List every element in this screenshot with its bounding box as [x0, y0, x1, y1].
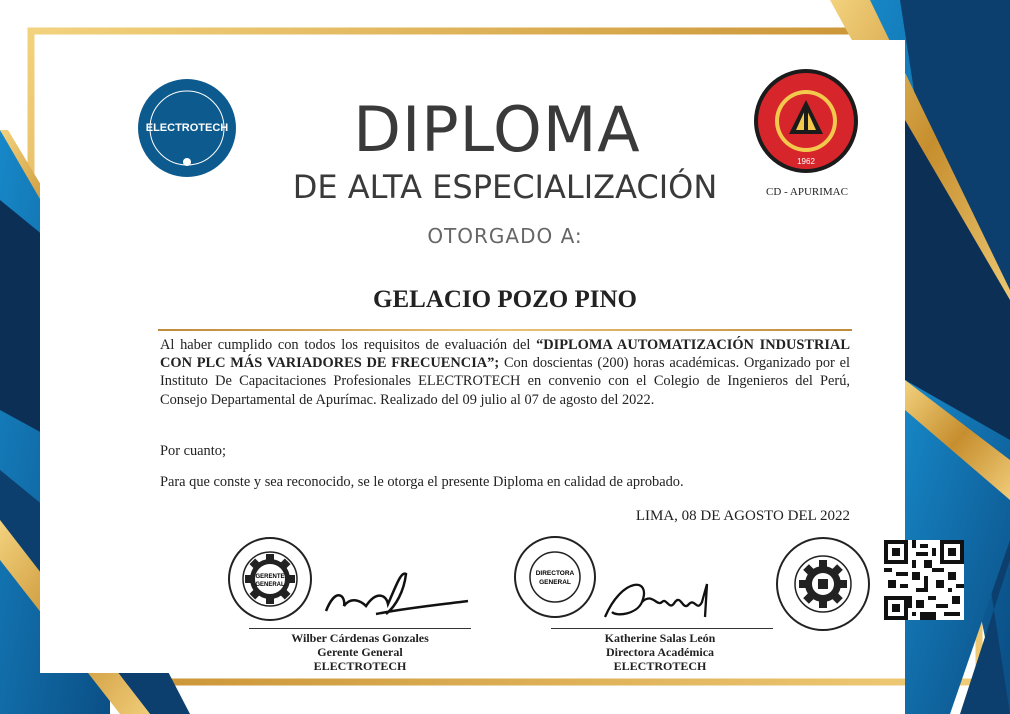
stamp-institute	[775, 536, 871, 632]
body-intro: Al haber cumplido con todos los requisitos de evaluación del	[160, 337, 537, 353]
program-name: “DIPLOMA AUTOMATIZACIÓN INDUSTRIAL CON PLC MÁS VARIADORES DE FRECUENCIA”;	[160, 337, 851, 372]
conste-text: Para que conste y sea reconocido, se le otorga el presente Diploma en calidad de aprobado.	[160, 474, 684, 490]
electrotech-logo-text: ELECTROTECH	[145, 122, 229, 134]
cip-logo-year: 1962	[797, 157, 815, 166]
signature-2	[597, 572, 727, 627]
qr-code	[884, 540, 964, 620]
recipient-name: GELACIO POZO PINO	[373, 286, 637, 313]
signatory-1-role: Gerente General	[317, 645, 403, 659]
issue-date: LIMA, 08 DE AGOSTO DEL 2022	[635, 508, 850, 524]
signatory-1	[240, 631, 480, 673]
signature-1	[316, 566, 476, 626]
diploma-title: DIPLOMA	[353, 93, 641, 166]
diploma-subtitle: DE ALTA ESPECIALIZACIÓN	[292, 168, 718, 206]
stamp-directora	[513, 535, 597, 619]
cip-caption: CD - APURIMAC	[766, 186, 848, 198]
body-rest: Con doscientas (200) horas académicas. Organizado por el Instituto De Capacitaciones Profesionales ELECTROTECH en convenio con el Colegio de Ingenieros del Perú, Consejo Departamental de Apurímac. Realizado del 09 julio al 07 de agosto del 2022.	[160, 355, 850, 408]
awarded-to-label: OTORGADO A:	[427, 224, 583, 248]
svg-text:DIRECTORA: DIRECTORA	[535, 570, 575, 577]
diploma-body	[160, 336, 850, 409]
divider	[158, 329, 852, 331]
signatory-1-org: ELECTROTECH	[313, 659, 407, 673]
svg-text:GENERAL: GENERAL	[539, 579, 571, 586]
signatory-2	[540, 631, 780, 673]
signatory-2-name: Katherine Salas León	[604, 631, 716, 645]
signatory-1-name: Wilber Cárdenas Gonzales	[291, 631, 429, 645]
svg-text:GENERAL: GENERAL	[255, 582, 285, 588]
svg-text:GERENTE: GERENTE	[255, 574, 285, 580]
stamp-gerente	[227, 536, 313, 622]
por-cuanto: Por cuanto;	[160, 443, 226, 459]
signatory-2-role: Directora Académica	[605, 645, 715, 659]
signatory-2-org: ELECTROTECH	[613, 659, 707, 673]
